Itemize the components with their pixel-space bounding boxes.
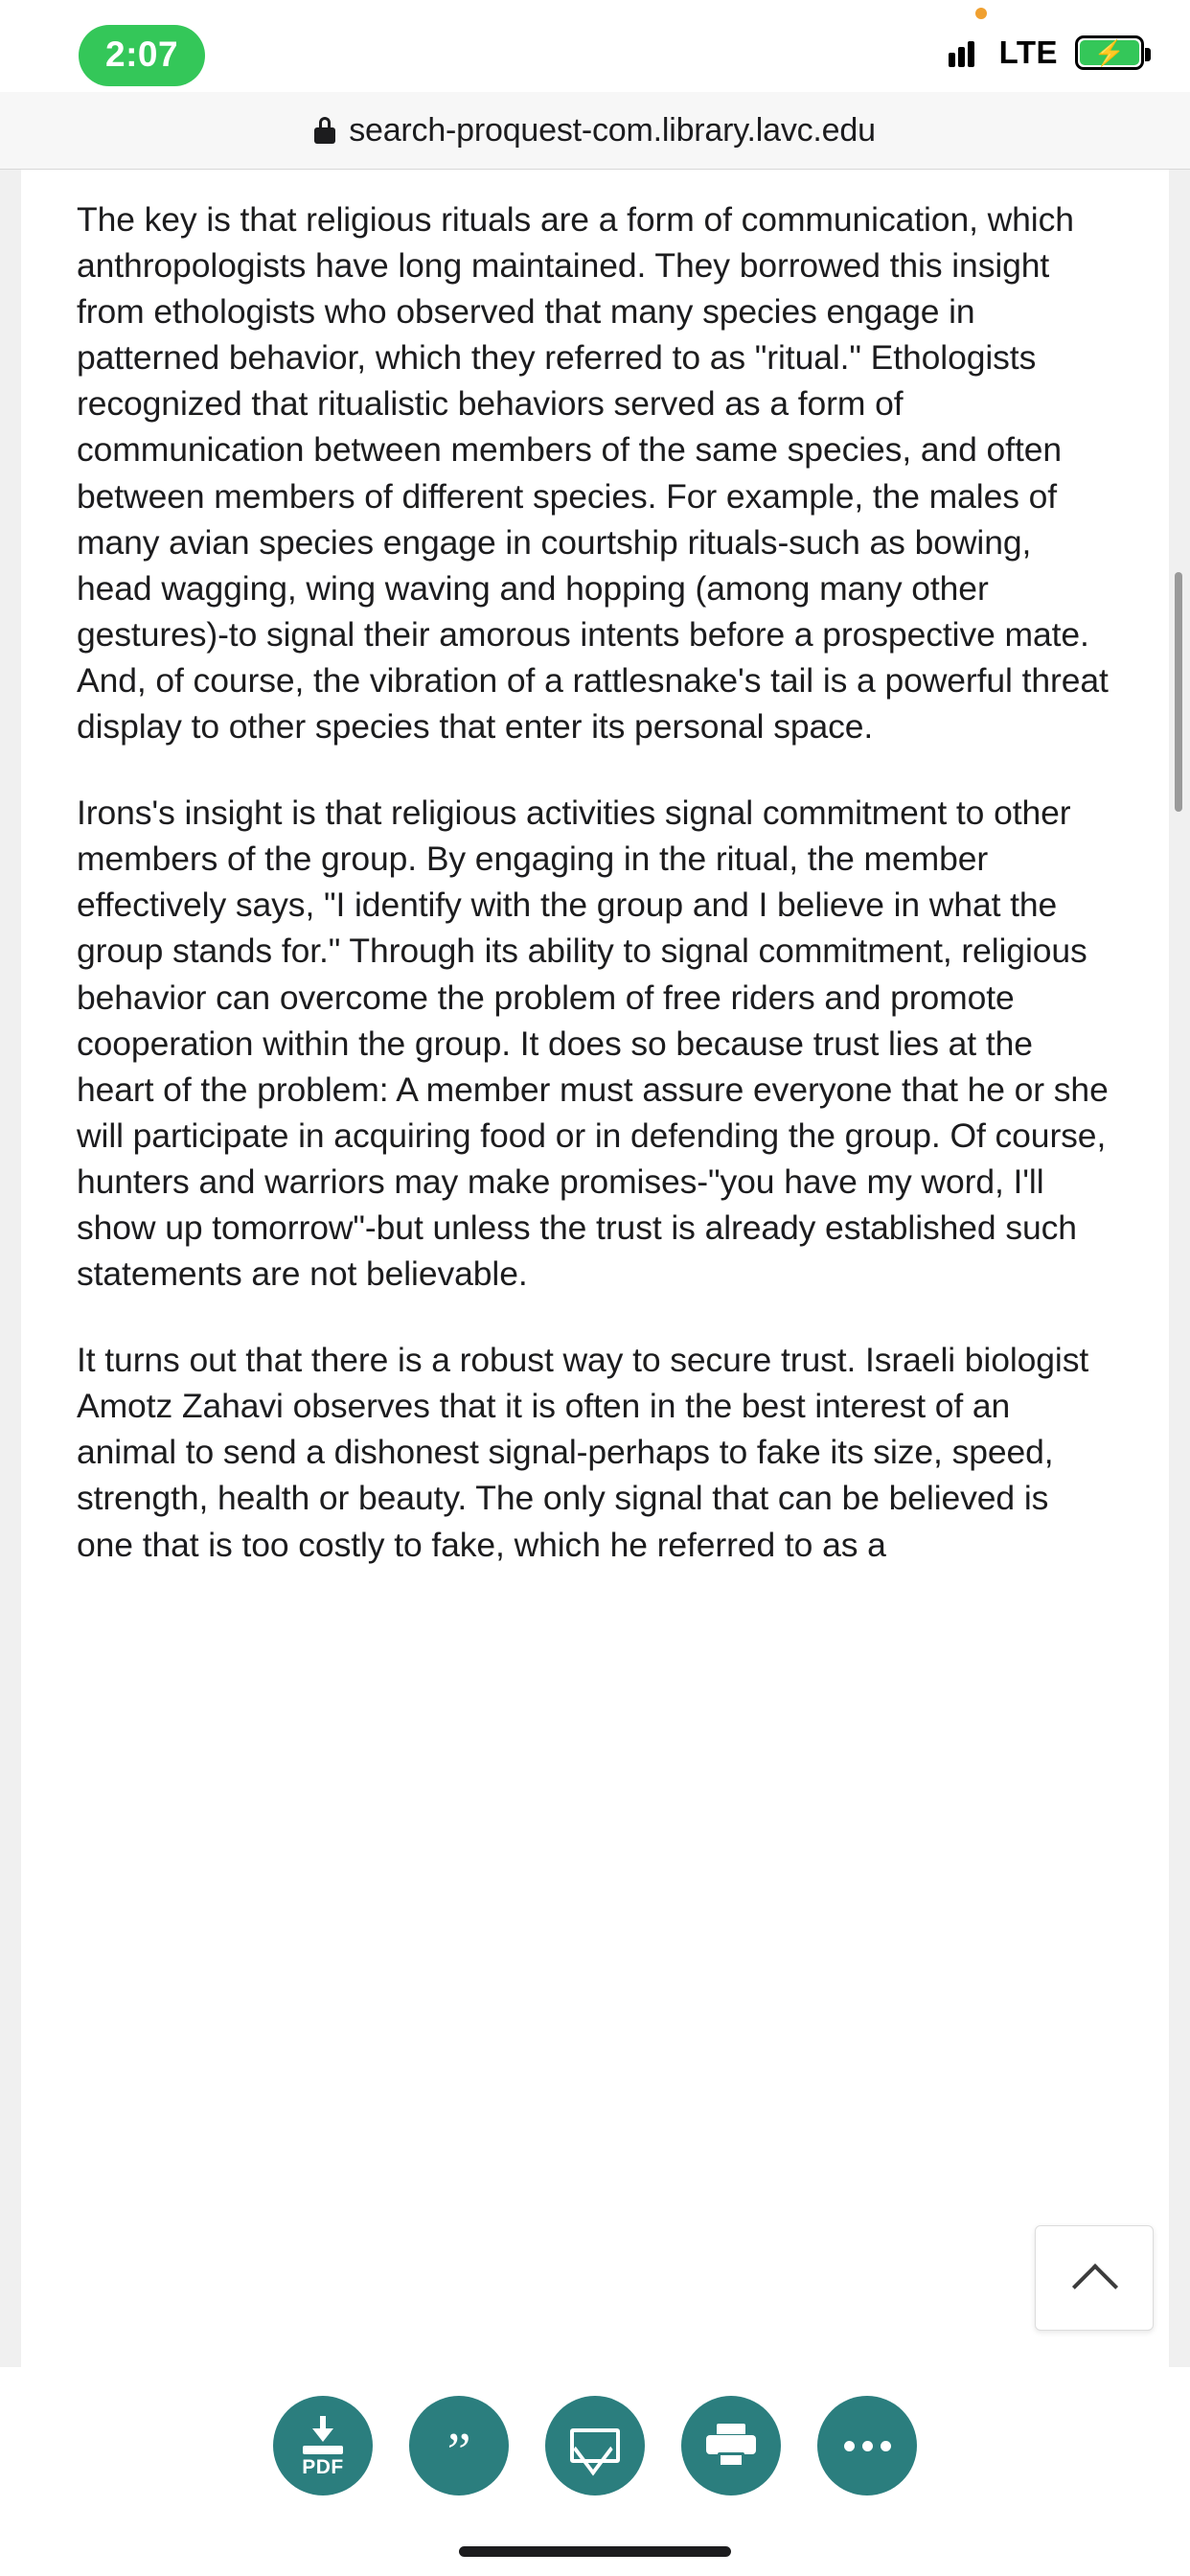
charging-bolt-icon: ⚡ bbox=[1093, 38, 1126, 67]
status-bar-indicators bbox=[949, 34, 1144, 71]
article-paragraph: Irons's insight is that religious activities signal commitment to other members of the group. By engaging in the ritual, the member effectively says, "I identify with the group and I believe in what the group stands for." Through its ability to signal commitment, religious behavior can overcome the problem of free riders and promote cooperation within the group. It does so because trust lies at the heart of the problem: A member must assure everyone that he or she will participate in acquiring food or in defending the group. Of course, hunters and warriors may make promises-"you have my word, I'll show up tomorrow"-but unless the trust is already established such statements are not believable. bbox=[77, 794, 1109, 1294]
url-text[interactable]: search-proquest-com.library.lavc.edu bbox=[349, 111, 876, 149]
home-indicator[interactable] bbox=[459, 2546, 731, 2557]
status-bar bbox=[0, 0, 1190, 92]
print-button[interactable] bbox=[681, 2396, 781, 2496]
document-sheet bbox=[21, 170, 1169, 2367]
browser-url-bar[interactable] bbox=[0, 92, 1190, 170]
network-type-label: LTE bbox=[998, 34, 1058, 70]
cite-button[interactable] bbox=[409, 2396, 509, 2496]
recording-indicator-icon bbox=[975, 8, 987, 19]
page-content-area[interactable] bbox=[0, 170, 1190, 2367]
printer-icon bbox=[706, 2424, 756, 2468]
lock-icon bbox=[314, 117, 335, 144]
email-button[interactable] bbox=[545, 2396, 645, 2496]
chevron-up-icon bbox=[1073, 2257, 1115, 2299]
bottom-toolbar bbox=[0, 2367, 1190, 2576]
more-options-button[interactable] bbox=[817, 2396, 917, 2496]
scroll-to-top-button[interactable] bbox=[1035, 2225, 1154, 2331]
article-paragraph: The key is that religious rituals are a form of communication, which anthropologists have long maintained. They borrowed this insight from ethologists who observed that many species engage in patterned behavior, which they referred to as "ritual." Ethologists recognized that ritualistic behaviors served as a form of communication between members of the same species, and often between members of different species. For example, the males of many avian species engage in courtship rituals-such as bowing, head wagging, wing waving and hopping (among many other gestures)-to signal their amorous intents before a prospective mate. And, of course, the vibration of a rattlesnake's tail is a powerful threat display to other species that enter its personal space. bbox=[77, 200, 1109, 747]
pdf-download-button[interactable] bbox=[273, 2396, 373, 2496]
article-body bbox=[21, 170, 1169, 1568]
status-bar-clock[interactable]: 2:07 bbox=[79, 25, 205, 86]
download-icon bbox=[303, 2416, 343, 2454]
vertical-scrollbar[interactable] bbox=[1175, 572, 1182, 812]
cellular-signal-icon bbox=[949, 38, 984, 67]
article-paragraph: It turns out that there is a robust way to secure trust. Israeli biologist Amotz Zahavi observes that it is often in the best interest of an animal to send a dishonest signal-perhaps to fake its size, speed, strength, health or beauty. The only signal that can be believed is one that is too costly to fake, which he referred to as a bbox=[77, 1341, 1089, 1564]
envelope-icon bbox=[570, 2428, 620, 2463]
quote-icon: ” bbox=[446, 2423, 471, 2483]
ellipsis-icon bbox=[844, 2441, 891, 2451]
battery-icon bbox=[1075, 35, 1144, 70]
pdf-label: PDF bbox=[302, 2456, 344, 2478]
